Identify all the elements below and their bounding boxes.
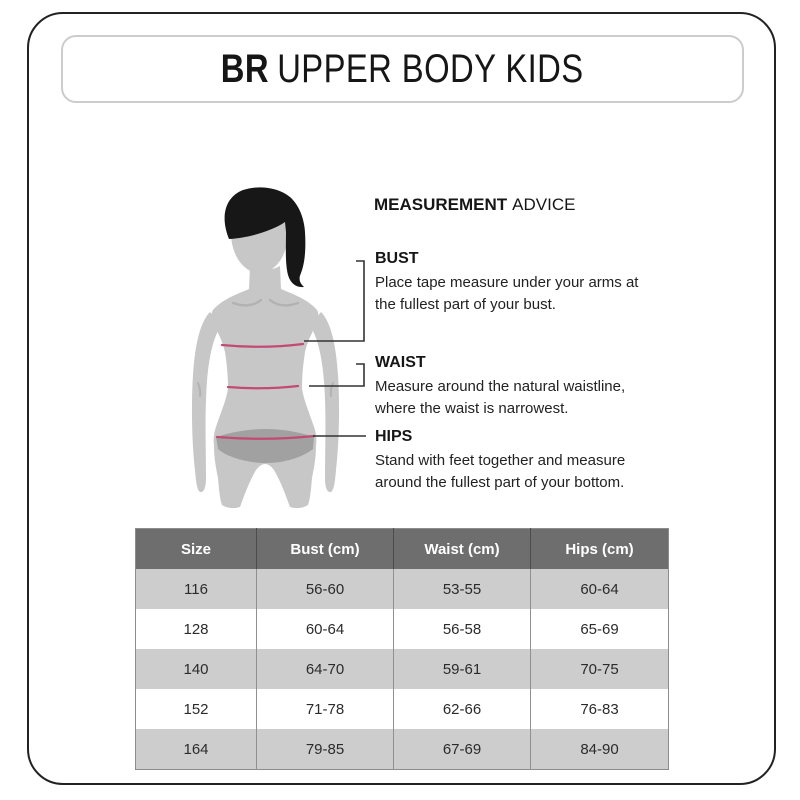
hips-advice-block	[375, 427, 675, 493]
left-arm-shape	[192, 312, 218, 492]
size-table-header	[136, 529, 669, 570]
table-cell: 128	[136, 609, 257, 649]
page-title-text: UPPER BODY KIDS	[277, 46, 584, 91]
table-cell: 164	[136, 729, 257, 770]
page-title	[221, 47, 584, 92]
table-cell: 60-64	[257, 609, 394, 649]
right-arm-shape	[313, 312, 339, 492]
brand-label: BR	[221, 46, 270, 91]
table-cell: 71-78	[257, 689, 394, 729]
table-row	[136, 729, 669, 770]
title-box	[61, 35, 744, 103]
measurement-advice-heading	[374, 195, 575, 215]
table-cell: 59-61	[394, 649, 531, 689]
child-silhouette-figure	[160, 175, 395, 525]
table-row	[136, 649, 669, 689]
waist-advice-line1: Measure around the natural waistline,	[375, 378, 626, 395]
table-cell: 116	[136, 569, 257, 609]
table-row	[136, 609, 669, 649]
table-cell: 67-69	[394, 729, 531, 770]
table-cell: 60-64	[580, 580, 619, 598]
column-header-bust: Bust (cm)	[257, 529, 394, 570]
hips-advice-line1: Stand with feet together and measure	[375, 452, 626, 469]
table-cell: 56-58	[394, 609, 531, 649]
size-table	[135, 528, 669, 770]
bust-advice-line2: the fullest part of your bust.	[375, 295, 556, 313]
table-cell: 62-66	[394, 689, 531, 729]
hips-advice-line2: around the fullest part of your bottom.	[375, 473, 625, 491]
table-cell: 79-85	[257, 729, 394, 770]
header-row	[136, 529, 669, 570]
size-table-body	[136, 569, 669, 770]
table-cell: 65-69	[580, 620, 619, 638]
heading-light: ADVICE	[512, 195, 576, 214]
column-header-hips: Hips (cm)	[531, 529, 669, 570]
table-row	[136, 569, 669, 609]
table-cell: 53-55	[394, 569, 531, 609]
waist-advice-line2: where the waist is narrowest.	[375, 399, 569, 417]
column-header-size: Size	[136, 529, 257, 570]
waist-advice-block	[375, 353, 675, 419]
bust-label: BUST	[375, 250, 419, 267]
table-row	[136, 689, 669, 729]
table-cell: 140	[136, 649, 257, 689]
table-cell: 70-75	[580, 660, 619, 678]
column-header-waist: Waist (cm)	[394, 529, 531, 570]
table-cell: 152	[136, 689, 257, 729]
table-cell: 76-83	[580, 700, 619, 718]
table-cell: 84-90	[580, 740, 619, 758]
bust-advice-line1: Place tape measure under your arms at	[375, 274, 639, 291]
hips-label: HIPS	[375, 428, 413, 445]
waist-label: WAIST	[375, 354, 426, 371]
table-cell: 64-70	[257, 649, 394, 689]
heading-bold: MEASUREMENT	[374, 195, 508, 214]
table-cell: 56-60	[257, 569, 394, 609]
bust-advice-block	[375, 249, 675, 315]
